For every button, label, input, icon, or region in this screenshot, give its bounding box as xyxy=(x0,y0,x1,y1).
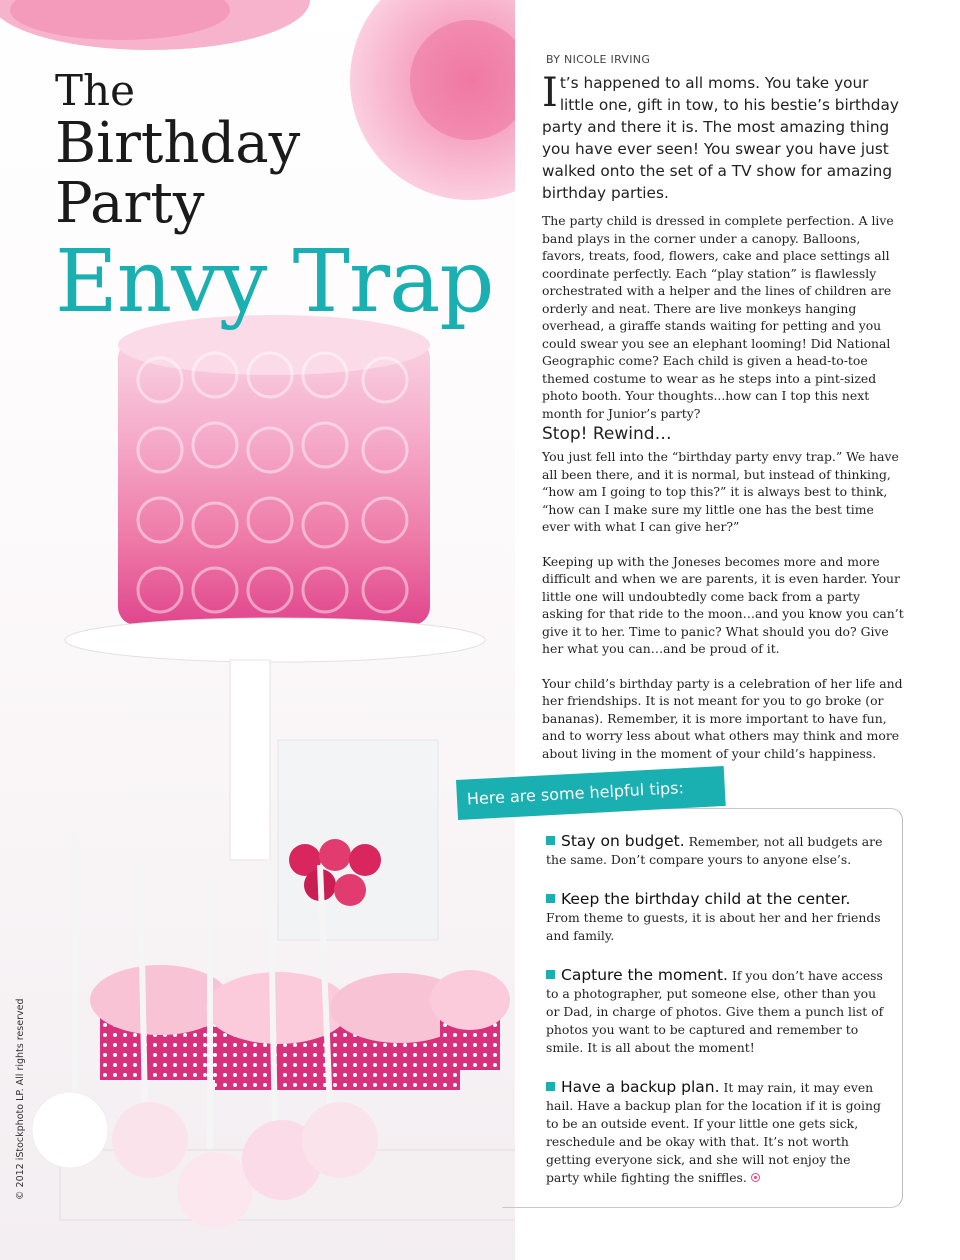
body-section-2 xyxy=(542,448,904,779)
tip-item xyxy=(546,890,886,945)
bullet-square-icon xyxy=(546,836,555,845)
tip-text: It may rain, it may even hail. Have a backup plan for the location if it is going to be an outside event. If your little one gets sick, reschedule and be okay with that. It’s not worth getting everyone sick, and she will not enjoy the party while fighting the sniffles. xyxy=(546,1080,881,1185)
tip-heading: Have a backup plan. xyxy=(561,1078,720,1096)
tips-banner: Here are some helpful tips: xyxy=(456,766,726,820)
body-paragraph-1: The party child is dressed in complete perfection. A live band plays in the corner under a canopy. Balloons, favors, treats, food, flowers, cake and place settings all coordinate perfectly. Each “play station” is flawlessly orchestrated with a helper and the lines of children are orderly and neat. There are live monkeys hanging overhead, a giraffe stands waiting for petting and you could swear you see an elephant looming! Did National Geographic come? Each child is given a head-to-toe themed costume to wear as he steps into a pint-sized photo booth. Your thoughts...how can I top this next month for Junior’s party? xyxy=(542,213,894,421)
title-line-envy-trap: Envy Trap xyxy=(55,232,494,332)
paper-flower-top xyxy=(0,0,310,50)
tip-heading: Keep the birthday child at the center. xyxy=(561,890,851,908)
tip-heading: Capture the moment. xyxy=(561,966,728,984)
cupcakes xyxy=(90,965,510,1090)
title-line-party: Party xyxy=(55,171,205,236)
tip-text: If you don’t have access to a photographer, put someone else, other than you or Dad, in charge of photos. Give them a punch list of photos you want to be captured and remember to smile. It is all about the moment! xyxy=(546,968,884,1055)
body-paragraph: Your child’s birthday party is a celebration of her life and her friendships. It is not meant for you to go broke (or bananas). Remember, it is more important to have fun, and to worry less about what others may think and more about living in the moment of your child’s happiness. xyxy=(542,675,903,761)
title-line-the: The xyxy=(55,66,135,115)
tip-text: From theme to guests, it is about her and her friends and family. xyxy=(546,910,881,943)
end-mark-icon xyxy=(751,1173,760,1182)
section-heading: Stop! Rewind… xyxy=(542,424,672,444)
paper-flower-right xyxy=(350,0,515,200)
gumball-jar xyxy=(278,740,438,940)
photo-credit: © 2012 iStockphoto LP. All rights reserved xyxy=(15,998,26,1200)
body-paragraph: You just fell into the “birthday party envy trap.” We have all been there, and it is normal, but instead of thinking, “how am I going to top this?” it is always best to think, “how can I make sure my little one has the best time ever with what I can give her?” xyxy=(542,449,899,534)
bullet-square-icon xyxy=(546,970,555,979)
intro-text: t’s happened to all moms. You take your little one, gift in tow, to his bestie’s birthday party and there it is. The most amazing thing you have ever seen! You swear you have just walked onto the set of a TV show for amazing birthday parties. xyxy=(542,74,899,202)
tip-item xyxy=(546,832,886,869)
tip-heading: Stay on budget. xyxy=(561,832,685,850)
ombre-cake xyxy=(118,315,430,625)
drop-cap: I xyxy=(542,70,558,116)
bullet-square-icon xyxy=(546,894,555,903)
title-line-birthday: Birthday xyxy=(55,111,301,176)
bullet-square-icon xyxy=(546,1082,555,1091)
tip-item xyxy=(546,966,886,1057)
body-paragraph: Keeping up with the Joneses becomes more and more difficult and when we are parents, it is even harder. Your little one will undoubtedly come back from a party asking for that ride to the moon…and you know you can’t give it to her. Time to panic? What should you do? Give her what you can…and be proud of it. xyxy=(542,553,904,656)
intro-paragraph xyxy=(542,72,904,204)
byline: BY NICOLE IRVING xyxy=(546,53,651,66)
tip-text: Remember, not all budgets are the same. Don’t compare yours to anyone else’s. xyxy=(546,834,883,867)
tip-item xyxy=(546,1078,886,1187)
